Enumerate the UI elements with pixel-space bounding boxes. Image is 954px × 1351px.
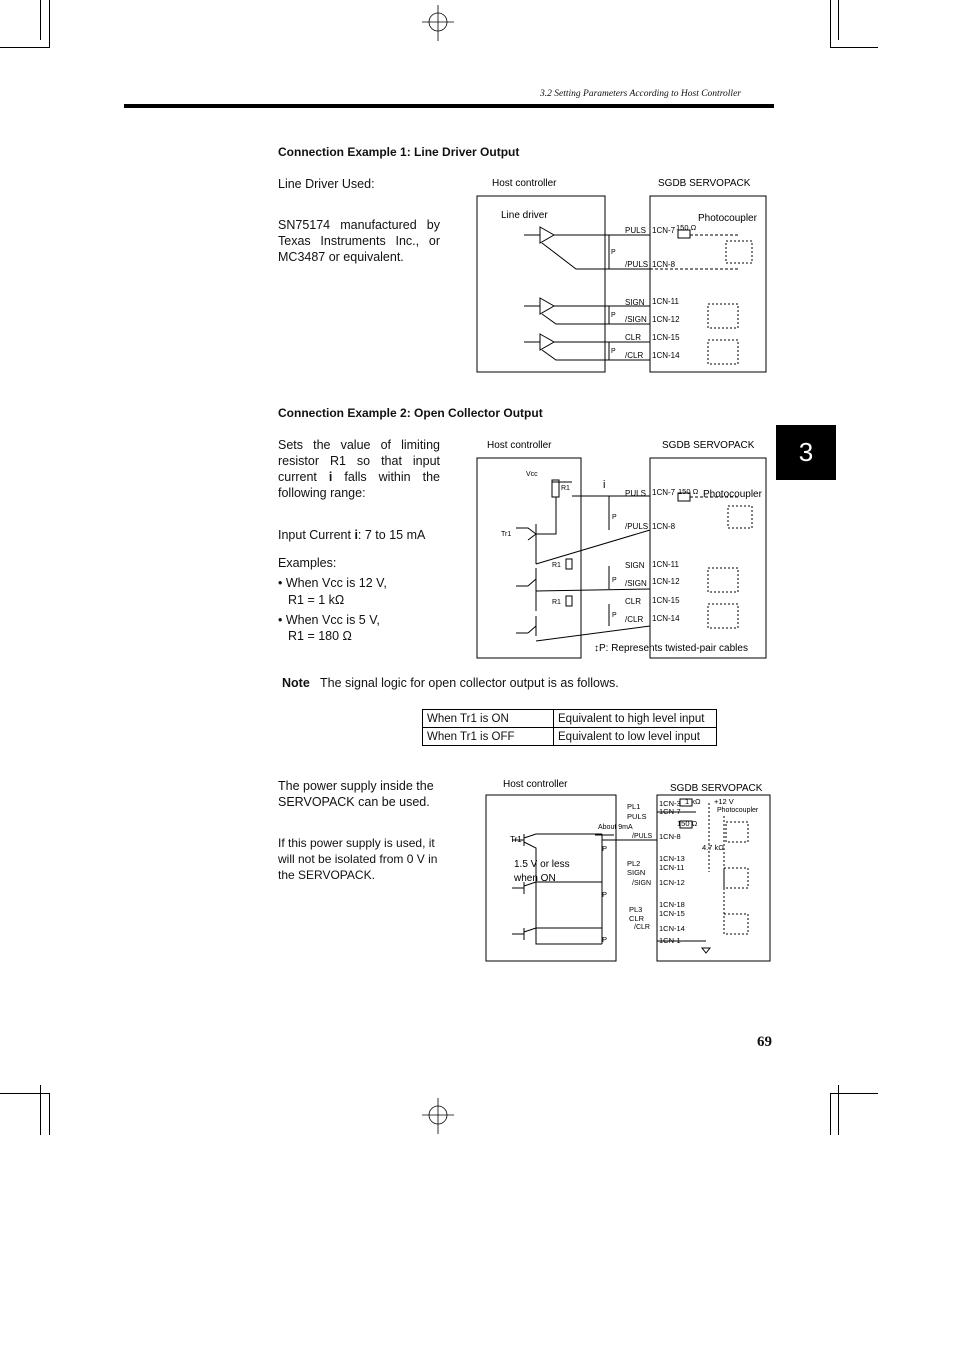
svg-text:/SIGN: /SIGN [632,880,652,887]
servopack-label: SGDB SERVOPACK [658,178,751,189]
isolation-text: If this power supply is used, it will not be isolated from 0 V in the SERVOPACK. [278,836,438,882]
current-i-label: i [603,479,606,491]
host-controller-label-2: Host controller [487,440,552,451]
resistor-150-label-3: 150 Ω [677,819,698,828]
photocoupler-label: Photocoupler [698,213,757,224]
chapter-tab: 3 [776,425,836,480]
p-label-2a: P [612,514,617,521]
page-number: 69 [757,1034,772,1050]
gnd-pin: 1CN-1 [659,936,681,945]
sig-sign: SIGN [625,298,645,307]
r1-label-3: R1 [552,599,561,606]
running-header: 3.2 Setting Parameters According to Host Controller [540,89,741,99]
pin-1cn14: 1CN-14 [652,351,680,360]
svg-text:SIGN: SIGN [625,561,645,570]
vcc-label: Vcc [526,471,538,478]
r1-label: R1 [561,485,570,492]
p-label-3b: P [602,890,608,899]
svg-text:1CN-15: 1CN-15 [659,909,685,918]
header-rule [124,104,774,108]
example-bullet-1a: • When Vcc is 12 V, [278,576,387,590]
p-label-clr: P [611,348,616,355]
open-collector-diagram [476,436,776,664]
svg-text:1CN-8: 1CN-8 [652,522,676,531]
twisted-pair-note: ↕P: Represents twisted-pair cables [594,643,748,654]
host-controller-label: Host controller [492,178,557,189]
host-controller-label-3: Host controller [503,779,568,790]
svg-text:PULS: PULS [627,812,647,821]
svg-text:1CN-14: 1CN-14 [652,614,680,623]
svg-text:PL3: PL3 [629,905,643,914]
svg-text:1CN-3: 1CN-3 [659,799,681,808]
p-label-3a: P [602,844,608,853]
svg-text:/CLR: /CLR [634,924,650,931]
signal-logic-table [422,709,717,746]
pin-1cn12: 1CN-12 [652,315,680,324]
sig-nsign: /SIGN [625,315,647,324]
svg-text:1CN-12: 1CN-12 [652,577,680,586]
input-current: Input Current i: 7 to 15 mA [278,528,426,542]
sig-clr: CLR [625,333,642,342]
svg-text:PL1: PL1 [627,802,641,811]
tr1-label: Tr1 [501,531,512,538]
pin-1cn8: 1CN-8 [652,260,676,269]
on-voltage-b: when ON [514,873,556,884]
line-driver-used-label: Line Driver Used: [278,177,375,191]
about-current: About 9mA [598,824,633,831]
svg-text:1CN-7: 1CN-7 [652,488,676,497]
p-label-2c: P [612,612,617,619]
svg-text:PULS: PULS [625,489,646,498]
example2-description: Sets the value of limiting resistor R1 so that input current i falls within the following range: [278,438,440,500]
svg-text:/PULS: /PULS [625,522,649,531]
p-label-3c: P [602,935,608,944]
example2-title: Connection Example 2: Open Collector Output [278,406,543,420]
photocoupler-label-3: Photocoupler [717,807,759,814]
resistor-150-label-2: 150 Ω [678,487,699,496]
svg-text:1CN-12: 1CN-12 [659,878,685,887]
svg-text:1CN-13: 1CN-13 [659,854,685,863]
svg-text:1CN-14: 1CN-14 [659,924,685,933]
tr1-label-3: Tr1 [510,835,522,844]
table-row: When Tr1 is ON Equivalent to high level input [423,710,717,728]
svg-text:/PULS: /PULS [632,833,653,840]
svg-text:/SIGN: /SIGN [625,579,647,588]
plus-12v: +12 V [714,797,734,806]
sig-npuls: /PULS [625,260,649,269]
pin-1cn7: 1CN-7 [652,226,676,235]
p-label-puls: P [611,249,616,256]
line-driver-description: SN75174 manufactured by Texas Instruments Inc., or MC3487 or equivalent. [278,218,440,264]
p-label-2b: P [612,577,617,584]
svg-text:1CN-15: 1CN-15 [652,596,680,605]
svg-text:CLR: CLR [629,914,645,923]
pin-1cn11: 1CN-11 [652,297,679,306]
table-row: When Tr1 is OFF Equivalent to low level input [423,728,717,746]
svg-text:/CLR: /CLR [625,615,644,624]
line-driver-diagram [476,175,776,377]
r1-label-2: R1 [552,562,561,569]
p-label-sign: P [611,312,616,319]
registration-mark-top [420,5,460,45]
power-supply-text: The power supply inside the SERVOPACK can be used. [278,779,434,809]
servopack-label-3: SGDB SERVOPACK [670,783,763,794]
note: Note The signal logic for open collector output is as follows. [282,676,619,690]
sig-nclr: /CLR [625,351,644,360]
examples-label: Examples: [278,556,337,570]
line-driver-label: Line driver [501,210,548,221]
resistor-4k7: 4.7 kΩ [702,843,724,852]
svg-text:1CN-11: 1CN-11 [659,863,685,872]
svg-text:SIGN: SIGN [627,868,646,877]
example-bullet-2a: • When Vcc is 5 V, [278,613,380,627]
registration-mark-bottom [420,1098,460,1138]
svg-text:1CN-18: 1CN-18 [659,900,685,909]
servopack-label-2: SGDB SERVOPACK [662,440,755,451]
pin-1cn15: 1CN-15 [652,333,680,342]
svg-text:PL2: PL2 [627,859,641,868]
svg-text:CLR: CLR [625,597,642,606]
example-bullet-2b: R1 = 180 Ω [288,629,352,643]
resistor-1k: 1 kΩ [685,797,701,806]
resistor-150-label: 150 Ω [676,223,697,232]
sig-puls: PULS [625,226,646,235]
svg-text:1CN-8: 1CN-8 [659,832,681,841]
svg-text:1CN-7: 1CN-7 [659,807,681,816]
example1-title: Connection Example 1: Line Driver Output [278,145,520,159]
on-voltage-a: 1.5 V or less [514,859,570,870]
example-bullet-1b: R1 = 1 kΩ [288,593,345,607]
photocoupler-label-2: Photocoupler [703,489,762,500]
internal-power-diagram [484,776,776,966]
svg-text:1CN-11: 1CN-11 [652,560,679,569]
